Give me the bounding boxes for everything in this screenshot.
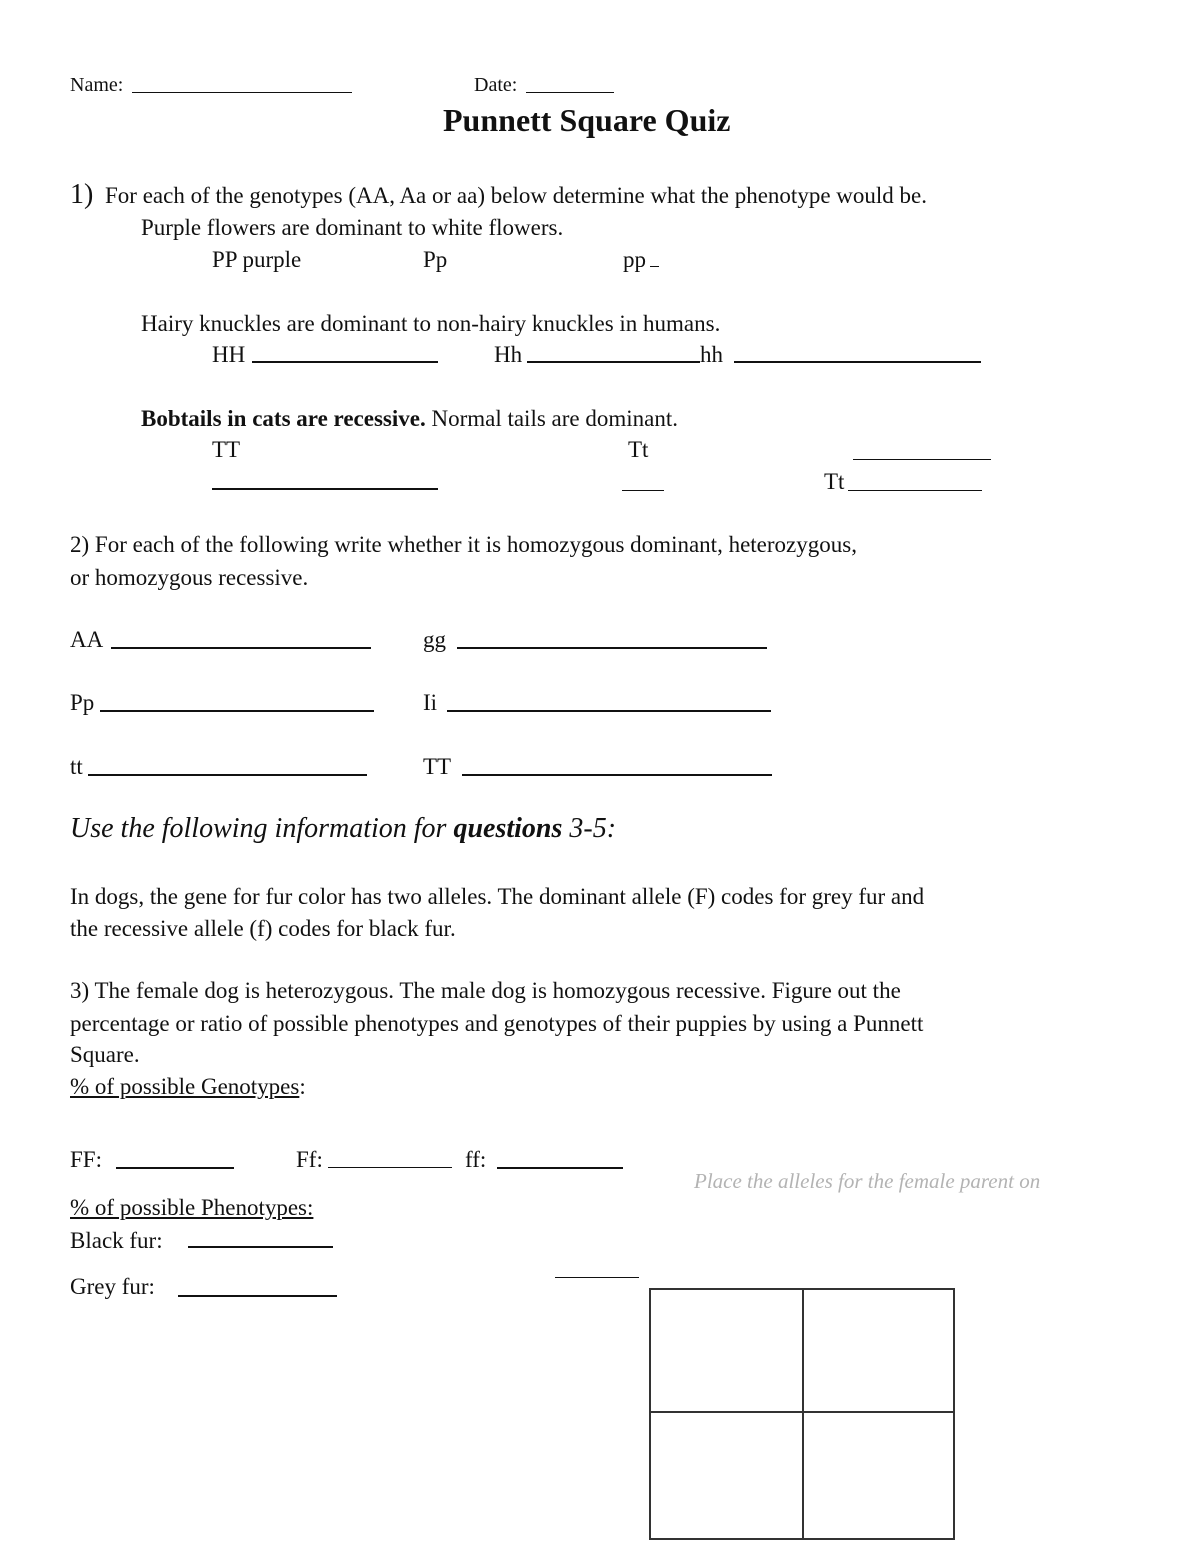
punnett-cell-top-left[interactable] [651, 1290, 801, 1410]
genotype-pp: pp [623, 247, 646, 272]
name-label: Name: [70, 74, 124, 96]
flowers-statement: Purple flowers are dominant to white flowers. [141, 215, 564, 240]
ff-answer-line[interactable] [497, 1167, 623, 1169]
info-heading [70, 815, 616, 843]
punnett-cell-bottom-right[interactable] [803, 1412, 953, 1538]
name-field[interactable] [132, 92, 352, 93]
cats-statement [141, 407, 678, 430]
genotype-hh: hh [700, 342, 723, 367]
cats-statement-bold: Bobtails in cats are recessive. [141, 406, 426, 431]
tail-answer-line-a[interactable] [853, 459, 991, 460]
info-heading-bold: questions [453, 813, 563, 844]
genotype-Hh: Hh [494, 342, 523, 367]
q2-item-AA: AA [70, 627, 104, 652]
q2-item-gg: gg [423, 627, 446, 652]
phenotypes-label: % of possible Phenotypes: [70, 1195, 314, 1220]
info-heading-pre: Use the following information for [70, 813, 454, 844]
knuckles-statement: Hairy knuckles are dominant to non-hairy knuckles in humans. [141, 311, 721, 336]
info-line1: In dogs, the gene for fur color has two alleles. The dominant allele (F) codes for grey fur and [70, 884, 925, 909]
grey-fur-answer-line[interactable] [178, 1295, 337, 1297]
HH-answer-line[interactable] [252, 361, 438, 363]
genotype-TT: TT [212, 437, 241, 462]
black-fur-label: Black fur: [70, 1228, 163, 1253]
q2-item-tt: tt [70, 754, 83, 779]
page-title: Punnett Square Quiz [443, 102, 731, 138]
q3-line3: Square. [70, 1042, 140, 1067]
punnett-hint: Place the alleles for the female parent on [694, 1169, 1041, 1193]
Ff-answer-line[interactable] [328, 1167, 452, 1168]
grey-fur-label: Grey fur: [70, 1274, 155, 1299]
q2-item-Ii: Ii [423, 690, 438, 715]
q2-prompt-line1: 2) For each of the following write whether it is homozygous dominant, heterozygous, [70, 532, 857, 557]
genotypes-label-text: % of possible Genotypes [70, 1074, 300, 1099]
genotypes-label-colon: : [299, 1074, 306, 1099]
Tt2-answer-line[interactable] [848, 490, 982, 491]
Ii-answer-line[interactable] [447, 710, 771, 712]
Tt-answer-line[interactable] [622, 490, 664, 491]
info-heading-post: 3-5: [562, 813, 617, 844]
TT-answer-line[interactable] [212, 488, 438, 490]
q3-line2: percentage or ratio of possible phenotypes and genotypes of their puppies by using a Punnett [70, 1011, 924, 1036]
TT-q2-answer-line[interactable] [462, 774, 772, 776]
genotype-Ff-label: Ff: [296, 1147, 323, 1172]
cats-statement-rest: Normal tails are dominant. [425, 406, 678, 431]
black-fur-answer-line[interactable] [188, 1246, 333, 1248]
pp-answer-line[interactable] [650, 266, 659, 267]
male-allele-line[interactable] [555, 1277, 639, 1278]
hh-answer-line[interactable] [734, 361, 981, 363]
q1-number: 1) [70, 179, 94, 210]
Hh-answer-line[interactable] [527, 361, 700, 363]
punnett-cell-top-right[interactable] [803, 1290, 953, 1410]
punnett-square [649, 1288, 955, 1540]
genotype-Tt-2: Tt [824, 469, 845, 494]
date-label: Date: [474, 74, 518, 96]
gg-answer-line[interactable] [457, 647, 767, 649]
q1-prompt: For each of the genotypes (AA, Aa or aa) below determine what the phenotype would be. [105, 183, 927, 208]
q2-prompt-line2: or homozygous recessive. [70, 565, 309, 590]
genotype-ff-label: ff: [465, 1147, 487, 1172]
q3-line1: 3) The female dog is heterozygous. The male dog is homozygous recessive. Figure out the [70, 978, 901, 1003]
genotypes-label [70, 1075, 306, 1098]
genotype-HH: HH [212, 342, 246, 367]
q2-item-TT: TT [423, 754, 452, 779]
FF-answer-line[interactable] [116, 1167, 234, 1169]
tt-answer-line[interactable] [88, 774, 367, 776]
genotype-FF-label: FF: [70, 1147, 102, 1172]
genotype-Tt-1: Tt [628, 437, 649, 462]
genotype-Pp: Pp [423, 247, 448, 272]
Pp-answer-line[interactable] [100, 710, 374, 712]
date-field[interactable] [526, 92, 614, 93]
genotype-PP: PP purple [212, 247, 302, 272]
AA-answer-line[interactable] [111, 647, 371, 649]
info-line2: the recessive allele (f) codes for black fur. [70, 916, 456, 941]
q2-item-Pp: Pp [70, 690, 95, 715]
punnett-cell-bottom-left[interactable] [651, 1412, 801, 1538]
